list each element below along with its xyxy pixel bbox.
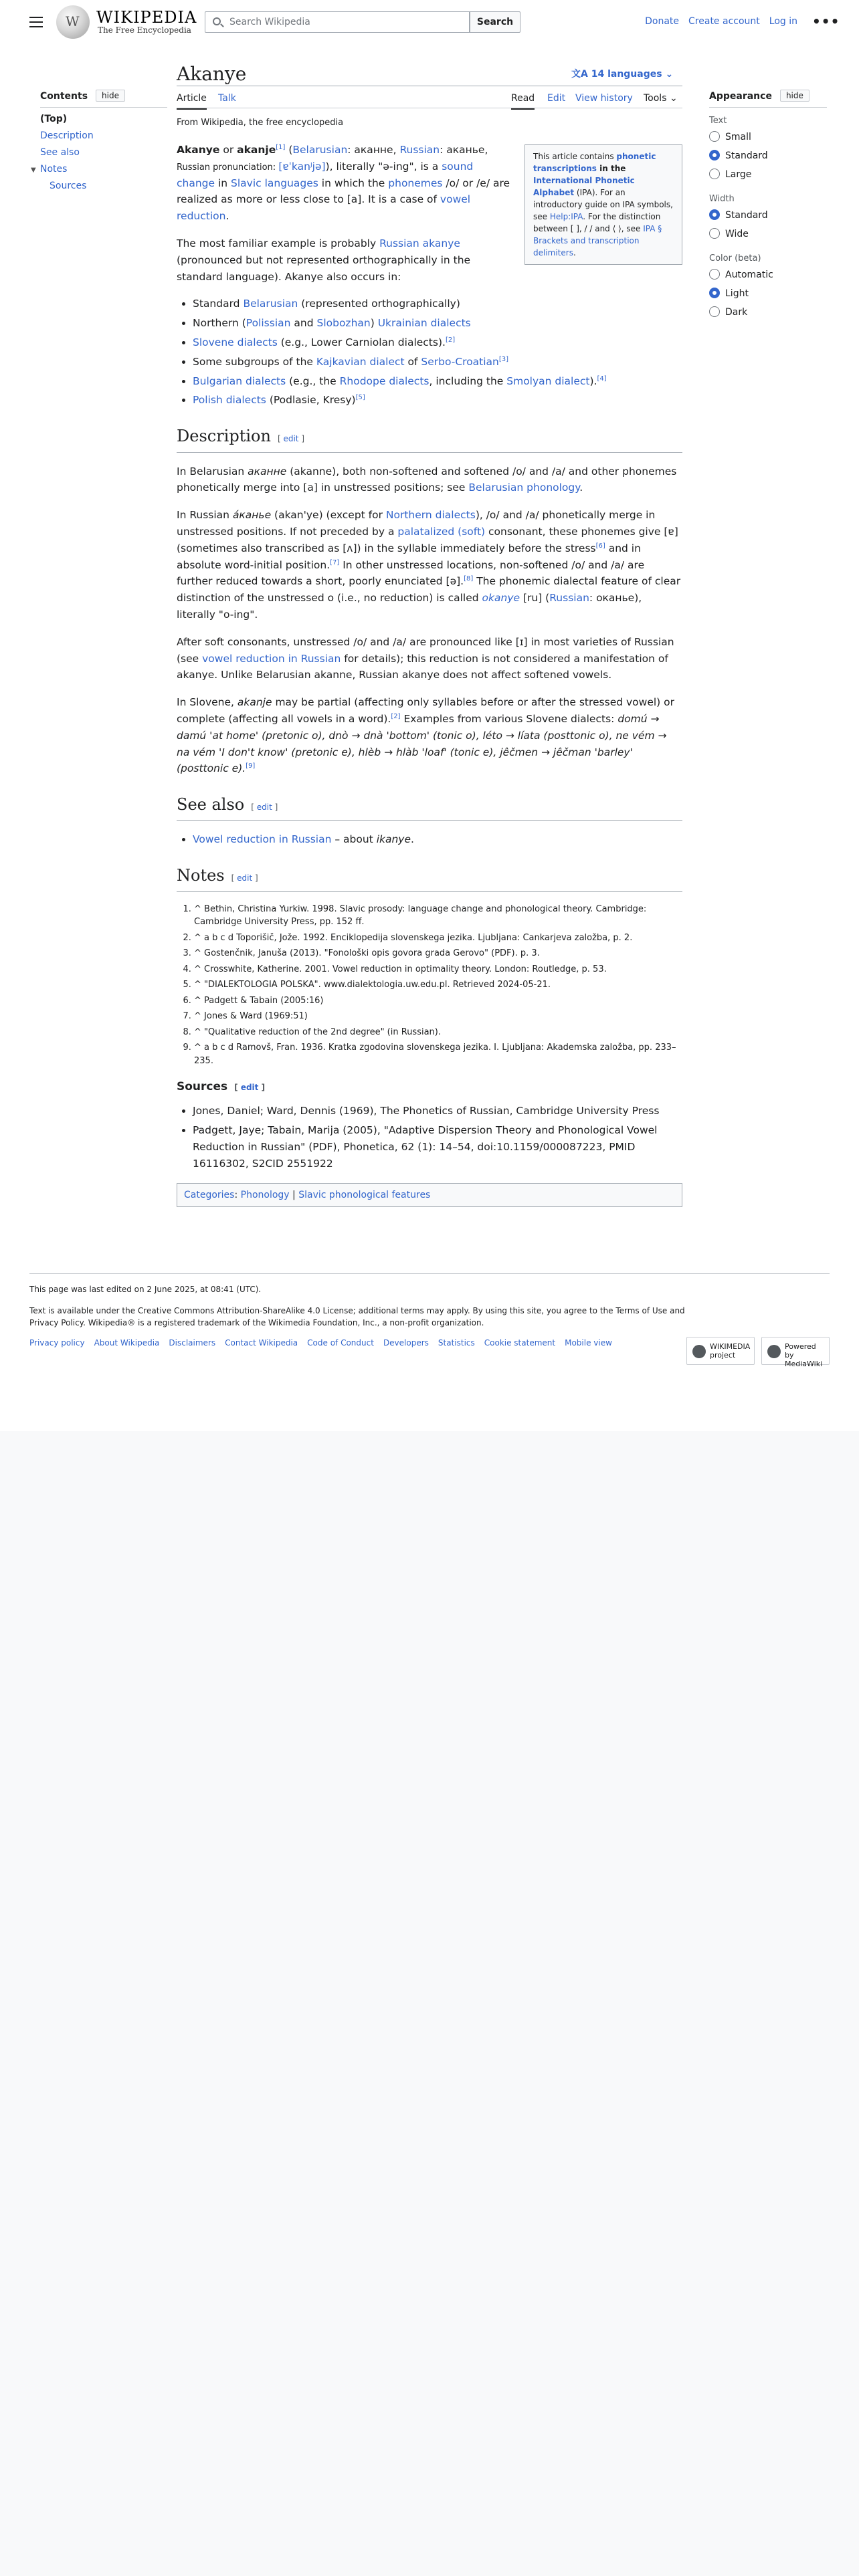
ref-link[interactable]: [3] xyxy=(498,355,509,363)
categories-link[interactable]: Categories xyxy=(184,1189,235,1200)
mediawiki-logo-icon xyxy=(767,1345,781,1358)
page-footer xyxy=(29,1273,830,1368)
list-item: • Standard Belarusian (represented orthographically) xyxy=(193,296,682,312)
footer-link[interactable]: About Wikipedia xyxy=(94,1338,160,1348)
note-item: 2. ^ a b c d Toporišič, Jože. 1992. Enciklopedija slovenskega jezika. Ljubljana: Cankarjeva založba, p. 2. xyxy=(194,932,682,945)
site-header xyxy=(0,0,859,47)
section-heading-see-also: See also [ edit ] xyxy=(177,792,682,821)
ref-link[interactable]: [2] xyxy=(445,336,456,344)
ref-link[interactable]: [4] xyxy=(597,374,607,383)
footer-link[interactable]: Contact Wikipedia xyxy=(225,1338,298,1348)
list-link[interactable]: Polissian xyxy=(246,317,291,330)
color-label: Color (beta) xyxy=(709,253,761,263)
list-item: • Northern (Polissian and Slobozhan) Ukrainian dialects xyxy=(193,315,682,332)
site-sub: From Wikipedia, the free encyclopedia xyxy=(177,118,344,128)
vowel-reduction-link[interactable]: vowel reduction xyxy=(177,193,471,223)
list-link[interactable]: Belarusian xyxy=(243,298,298,310)
northern-dialects-link[interactable]: Northern dialects xyxy=(385,509,476,522)
search-input[interactable] xyxy=(205,11,470,33)
page-title: Akanye xyxy=(177,63,247,85)
personal-tools xyxy=(636,16,797,27)
list-link[interactable]: Ukrainian dialects xyxy=(377,317,471,330)
color-automatic-option[interactable]: Automatic xyxy=(709,267,827,286)
list-link[interactable]: Serbo-Croatian xyxy=(421,355,499,368)
list-link[interactable]: Bulgarian dialects xyxy=(193,374,286,387)
category-link[interactable]: Slavic phonological features xyxy=(298,1189,431,1200)
footer-link[interactable]: Developers xyxy=(383,1338,429,1348)
sound-change-link[interactable]: sound change xyxy=(177,160,474,189)
sources-list xyxy=(193,1103,682,1172)
tab-view-history[interactable]: View history xyxy=(575,93,633,104)
table-of-contents xyxy=(31,90,167,191)
login-link[interactable]: Log in xyxy=(769,16,797,27)
belarusian-phonology-link[interactable]: Belarusian phonology xyxy=(468,481,580,494)
ipa-brackets-link[interactable]: IPA § Brackets and transcription delimiters xyxy=(533,224,662,257)
note-item: 5. ^ "DIALEKTOLOGIA POLSKA". www.dialektologia.uw.edu.pl. Retrieved 2024-05-21. xyxy=(194,978,682,992)
note-item: 1. ^ Bethin, Christina Yurkiw. 1998. Slavic prosody: language change and phonological theory. Cambridge: Cambridge University Press, pp. 152 ff. xyxy=(194,903,682,929)
edit-section-link[interactable]: edit xyxy=(256,802,272,813)
occurrence-list xyxy=(193,296,682,409)
tab-article[interactable]: Article xyxy=(177,93,207,110)
search-button[interactable]: Search xyxy=(470,11,520,33)
note-item: 7. ^ Jones & Ward (1969:51) xyxy=(194,1010,682,1023)
note-item: 6. ^ Padgett & Tabain (2005:16) xyxy=(194,994,682,1008)
edit-section-link[interactable]: edit xyxy=(283,434,299,444)
ref-link[interactable]: [9] xyxy=(246,762,256,770)
footer-link[interactable]: Mobile view xyxy=(565,1338,612,1348)
russian-link[interactable]: Russian xyxy=(549,592,589,605)
section-heading-notes: Notes [ edit ] xyxy=(177,863,682,891)
wikimedia-logo-icon xyxy=(692,1345,706,1358)
appearance-panel xyxy=(709,90,827,324)
last-edited: This page was last edited on 2 June 2025, at 08:41 (UTC). xyxy=(29,1285,262,1294)
text-size-label: Text xyxy=(709,116,727,126)
ref-link[interactable]: [8] xyxy=(464,575,474,583)
note-item: 8. ^ "Qualitative reduction of the 2nd degree" (in Russian). xyxy=(194,1026,682,1039)
width-standard-option[interactable]: Standard xyxy=(709,208,827,227)
paragraph: After soft consonants, unstressed /o/ and /a/ are pronounced like [ɪ] in most varieties of Russian (see vowel reduction in Russian for details); this reduction is not considered a manifestation of akanye. Unlike Belarusian akanne, Russian akanye does not affect softened vowels. xyxy=(177,635,674,681)
palatalized-link[interactable]: palatalized (soft) xyxy=(397,525,486,538)
footer-link[interactable]: Cookie statement xyxy=(484,1338,556,1348)
russian-link[interactable]: Russian xyxy=(399,144,440,156)
tools-menu[interactable]: Tools ⌄ xyxy=(644,93,678,104)
note-item: 3. ^ Gostenčnik, Januša (2013). "Fonološki opis govora grada Gerovo" (PDF). p. 3. xyxy=(194,947,682,960)
list-item: • Polish dialects (Podlasie, Kresy)[5] xyxy=(193,392,682,409)
paragraph: In Belarusian аканне (akanne), both non-softened and softened /o/ and /a/ and other phonemes phonetically merge into [a] in unstressed positions; see Belarusian phonology. xyxy=(177,465,677,494)
search-placeholder: Search Wikipedia xyxy=(229,17,310,27)
language-count: 14 languages xyxy=(591,69,662,80)
list-link[interactable]: Rhodope dialects xyxy=(339,374,430,387)
wikipedia-logo[interactable] xyxy=(56,5,90,39)
tab-talk[interactable]: Talk xyxy=(218,93,236,104)
ipa-pron-link[interactable]: [ɐˈkanʲjə] xyxy=(278,160,326,173)
ref-link[interactable]: [2] xyxy=(391,712,401,720)
color-light-option[interactable]: Light xyxy=(709,286,827,305)
source-item: • Jones, Daniel; Ward, Dennis (1969), The Phonetics of Russian, Cambridge University Press xyxy=(193,1103,682,1119)
note-item: 9. ^ a b c d Ramovš, Fran. 1936. Kratka zgodovina slovenskega jezika. I. Ljubljana: Akademska založba, pp. 233–235. xyxy=(194,1041,682,1067)
appearance-hide-button[interactable]: hide xyxy=(780,90,809,102)
translate-icon: 文A xyxy=(571,69,588,80)
categories-box: Categories: Phonology | Slavic phonological features xyxy=(177,1183,682,1207)
edit-section-link[interactable]: edit xyxy=(240,1083,259,1093)
chevron-down-icon: ⌄ xyxy=(665,69,674,80)
toc-title: Contents xyxy=(40,91,88,102)
appearance-title: Appearance xyxy=(709,91,772,102)
phonemes-link[interactable]: phonemes xyxy=(388,177,443,189)
ipa-alphabet-link[interactable]: International Phonetic Alphabet xyxy=(533,176,635,197)
tab-read[interactable]: Read xyxy=(511,93,535,110)
text-large-option[interactable]: Large xyxy=(709,167,827,186)
ref-link[interactable]: [7] xyxy=(330,558,340,566)
footer-link[interactable]: Disclaimers xyxy=(169,1338,216,1348)
mediawiki-badge[interactable]: Powered by MediaWiki xyxy=(761,1337,830,1365)
list-item: • Some subgroups of the Kajkavian dialect of Serbo-Croatian[3] xyxy=(193,354,682,370)
footer-link[interactable]: Privacy policy xyxy=(29,1338,85,1348)
toc-item-notes[interactable]: Notes xyxy=(40,164,68,175)
width-label: Width xyxy=(709,194,735,204)
note-item: 4. ^ Crosswhite, Katherine. 2001. Vowel reduction in optimality theory. London: Routledge, p. 53. xyxy=(194,963,682,976)
wordmark[interactable]: WIKIPEDIA xyxy=(96,8,197,27)
ref-link[interactable]: [1] xyxy=(276,143,286,151)
help-ipa-link[interactable]: Help:IPA xyxy=(549,212,583,221)
chevron-down-icon[interactable]: ▼ xyxy=(31,167,36,174)
category-link[interactable]: Phonology xyxy=(240,1189,290,1200)
ipa-notice-box: This article contains phonetic transcriptions in the International Phonetic Alphabet (IPA). For an introductory guide on IPA symbols, see Help:IPA. For the distinction between [ ], / / and ⟨ ⟩, see IPA § Brackets and transcription delimiters. xyxy=(524,144,682,265)
see-also-link[interactable]: Vowel reduction in Russian xyxy=(193,833,332,846)
width-wide-option[interactable]: Wide xyxy=(709,227,827,245)
language-button[interactable] xyxy=(571,67,673,80)
slavic-languages-link[interactable]: Slavic languages xyxy=(231,177,318,189)
section-heading-description: Description [ edit ] xyxy=(177,423,682,452)
russian-akanye-link[interactable]: Russian akanye xyxy=(379,237,460,249)
list-item: • Slovene dialects (e.g., Lower Carniolan dialects).[2] xyxy=(193,334,682,351)
paragraph: The most familiar example is probably Russian akanye (pronounced but not represented orthographically in the standard language). Akanye also occurs in: xyxy=(177,237,471,283)
edit-section-link[interactable]: edit xyxy=(237,873,253,883)
list-link[interactable]: Polish dialects xyxy=(193,394,266,407)
ref-link[interactable]: [6] xyxy=(595,542,605,550)
ref-link[interactable]: [5] xyxy=(355,394,365,402)
toc-item-top[interactable]: (Top) xyxy=(40,114,68,124)
belarusian-link[interactable]: Belarusian xyxy=(292,144,348,156)
wikimedia-badge[interactable]: WIKIMEDIA project xyxy=(686,1337,755,1365)
toc-item-description[interactable]: Description xyxy=(40,130,94,141)
tab-edit[interactable]: Edit xyxy=(547,93,566,104)
footer-link[interactable]: Code of Conduct xyxy=(307,1338,374,1348)
create-account-link[interactable]: Create account xyxy=(688,16,760,27)
toc-item-see-also[interactable]: See also xyxy=(40,147,80,158)
intro-paragraph: Akanye or akanje[1] (Belarusian: аканне, Russian: аканье, Russian pronunciation: [ɐˈkanʲjə]), literally "ə-ing", is a sound change in Slavic languages in which the phonemes /o/ or /e/ are realized as more or less close to [a]. It is a case of vowel reduction. xyxy=(177,143,510,223)
license-text: Text is available under the Creative Commons Attribution-ShareAlike 4.0 License; additional terms may apply. By using this site, you agree to the Terms of Use and Privacy Policy. Wikipedia® is a registered trademark of the Wikimedia Foundation, Inc., a non-profit organization. xyxy=(29,1306,685,1327)
toc-hide-button[interactable]: hide xyxy=(96,90,125,102)
list-item: • Bulgarian dialects (e.g., the Rhodope dialects, including the Smolyan dialect).[4] xyxy=(193,373,682,390)
text-standard-option[interactable]: Standard xyxy=(709,148,827,167)
section-heading-sources: Sources [ edit ] xyxy=(177,1080,266,1094)
list-link[interactable]: Smolyan dialect xyxy=(506,374,590,387)
paragraph: In Russian áканье (akan'ye) (except for Northern dialects), /o/ and /a/ phonetically merge in unstressed positions. If not preceded by a palatalized (soft) consonant, these phonemes give [ɐ] (sometimes also transcribed as [ʌ]) in the syllable immediately before the stress[6] and in absolute word-initial position.[7] In other unstressed locations, non-softened /o/ and /a/ are further reduced towards a short, poorly enunciated [ə].[8] The phonemic dialectal feature of clear distinction of the unstressed o (i.e., no reduction) is called okanye [ru] (Russian: оканье), literally "o-ing". xyxy=(177,509,681,621)
list-item: • Vowel reduction in Russian – about ikanye. xyxy=(193,831,682,848)
main-menu-icon[interactable] xyxy=(29,17,43,27)
text-small-option[interactable]: Small xyxy=(709,130,827,148)
list-link[interactable]: Slovene dialects xyxy=(193,336,278,348)
more-options-icon[interactable]: ••• xyxy=(812,13,840,29)
tagline: The Free Encyclopedia xyxy=(98,25,191,35)
okanye-link[interactable]: okanye xyxy=(482,592,520,605)
footer-link[interactable]: Statistics xyxy=(438,1338,475,1348)
ipa-link[interactable]: phonetic transcriptions xyxy=(533,152,656,173)
color-dark-option[interactable]: Dark xyxy=(709,305,827,324)
search-icon xyxy=(213,17,221,25)
page-tabs xyxy=(177,86,682,108)
vowel-reduction-russian-link[interactable]: vowel reduction in Russian xyxy=(202,652,341,665)
source-item: • Padgett, Jaye; Tabain, Marija (2005), "Adaptive Dispersion Theory and Phonological Vowel Reduction in Russian" (PDF), Phonetica, 62 (1): 14–54, doi:10.1159/000087223, PMID 16116302, S2CID 2551922 xyxy=(193,1122,682,1172)
toc-item-sources[interactable]: Sources xyxy=(50,181,87,191)
list-link[interactable]: Kajkavian dialect xyxy=(316,355,405,368)
notes-list xyxy=(194,903,682,1068)
donate-link[interactable]: Donate xyxy=(645,16,680,27)
article-body xyxy=(177,142,682,1207)
list-link[interactable]: Slobozhan xyxy=(316,317,371,330)
paragraph: In Slovene, akanje may be partial (affecting only syllables before or after the stressed vowel) or complete (affecting all vowels in a word).[2] Examples from various Slovene dialects: domú → damú 'at home' (pretonic o), dnò → dnà 'bottom' (tonic o), léto → líata (posttonic o), ne vém → na vém 'I don't know' (pretonic e), hlèb → hlàb 'loaf' (tonic e), jêčmen → jêčman 'barley' (posttonic e).[9] xyxy=(177,696,675,775)
